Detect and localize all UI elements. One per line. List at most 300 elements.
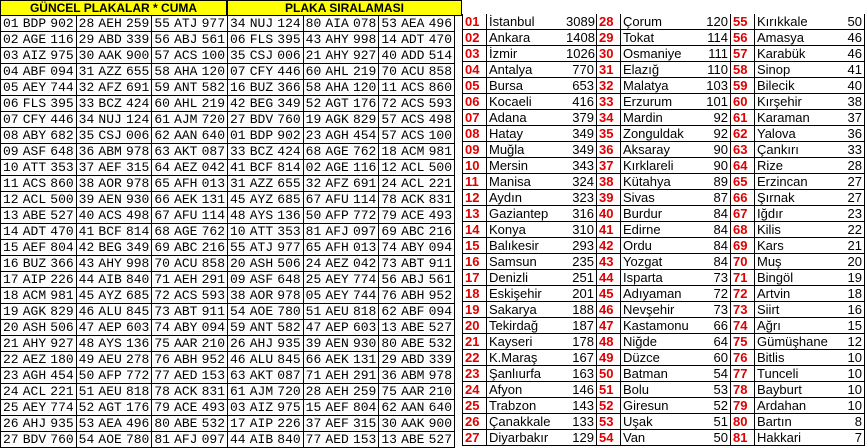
plate-cell <box>1 384 77 399</box>
plate-letters: AFH <box>325 240 349 255</box>
province-name: Tekirdağ <box>489 318 539 333</box>
plate-code: 31 <box>230 176 246 191</box>
plate-letters: ADD <box>401 48 425 63</box>
plate-row <box>228 416 455 432</box>
plate-number: 902 <box>277 128 301 143</box>
plate-letters: ATT <box>249 224 274 239</box>
plate-number: 315 <box>125 160 150 175</box>
province-code: 28 <box>597 14 621 29</box>
plate-code: 54 <box>230 304 246 319</box>
plate-letters: AEU <box>98 352 122 367</box>
plate-code: 63 <box>154 144 170 159</box>
plate-cell <box>1 304 77 319</box>
plate-cell <box>304 96 380 111</box>
plate-row <box>1 368 228 384</box>
province-count: 50 <box>700 430 731 445</box>
plate-code: 11 <box>3 176 19 191</box>
plate-cell <box>379 288 455 303</box>
plate-code: 58 <box>154 64 170 79</box>
plate-number: 042 <box>352 256 377 271</box>
plate-letters: ACL <box>22 192 47 207</box>
province-name: Gaziantep <box>489 206 549 221</box>
plate-letters: ACS <box>174 288 198 303</box>
plate-letters: BUZ <box>249 80 274 95</box>
plate-number: 259 <box>125 16 150 31</box>
province-code: 57 <box>731 46 755 61</box>
plate-cell <box>77 400 153 415</box>
plate-row <box>1 192 228 208</box>
current-plates-header: GÜNCEL PLAKALAR * CUMA <box>0 0 227 16</box>
province-count: 37 <box>834 110 865 125</box>
plate-code: 24 <box>305 256 322 271</box>
plate-letters: ABH <box>174 352 198 367</box>
plate-code: 57 <box>381 128 397 143</box>
province-code: 47 <box>597 318 621 333</box>
plate-cell <box>379 32 455 47</box>
plate-cell <box>1 288 77 303</box>
plate-code: 67 <box>305 192 322 207</box>
plate-letters: FLS <box>249 32 274 47</box>
province-count: 7 <box>834 430 865 445</box>
province-name: Amasya <box>757 30 804 45</box>
province-count: 52 <box>700 398 731 413</box>
plate-code: 31 <box>78 64 95 79</box>
plate-number: 860 <box>50 176 74 191</box>
plate-code: 29 <box>381 352 397 367</box>
province-code: 25 <box>463 398 487 413</box>
province-count: 46 <box>834 46 865 61</box>
province-count: 15 <box>834 318 865 333</box>
plate-cell <box>1 48 77 63</box>
plate-letters: ATJ <box>249 240 274 255</box>
plate-number: 655 <box>277 176 301 191</box>
province-code: 77 <box>731 366 755 381</box>
province-name: Manisa <box>489 174 531 189</box>
province-count: 50 <box>834 14 865 29</box>
plate-letters: AEY <box>325 272 349 287</box>
plate-cell <box>379 176 455 191</box>
plate-code: 01 <box>3 16 19 31</box>
plate-letters: AJM <box>249 384 274 399</box>
plate-code: 17 <box>3 272 19 287</box>
plate-code: 55 <box>154 16 170 31</box>
province-code: 50 <box>597 366 621 381</box>
plate-letters: AAN <box>174 128 198 143</box>
province-code: 15 <box>463 238 487 253</box>
province-code: 73 <box>731 302 755 317</box>
province-count: 64 <box>700 334 731 349</box>
plate-cell <box>304 272 380 287</box>
province-code: 05 <box>463 78 487 93</box>
province-count: 27 <box>834 174 865 189</box>
plate-code: 56 <box>381 272 397 287</box>
plate-code: 47 <box>305 320 322 335</box>
plate-code: 46 <box>78 304 95 319</box>
plate-cell <box>228 352 304 367</box>
plate-row <box>1 224 228 240</box>
plate-letters: AIB <box>249 432 274 447</box>
plate-cell <box>379 256 455 271</box>
plate-row <box>228 48 455 64</box>
plate-cell <box>304 224 380 239</box>
plate-cell <box>77 352 153 367</box>
plate-cell <box>77 176 153 191</box>
plate-number: 829 <box>352 112 377 127</box>
plate-row <box>228 272 455 288</box>
plate-number: 131 <box>201 192 226 207</box>
plate-letters: AEY <box>22 80 47 95</box>
plate-code: 34 <box>230 16 246 31</box>
plate-row <box>1 112 228 128</box>
plate-number: 981 <box>428 144 453 159</box>
plate-cell <box>228 416 304 431</box>
province-count: 16 <box>834 302 865 317</box>
province-name: Hatay <box>489 126 523 141</box>
plate-row <box>1 16 228 32</box>
province-code: 72 <box>731 286 755 301</box>
plate-cell <box>228 224 304 239</box>
plate-number: 514 <box>428 48 453 63</box>
plate-letters: AYS <box>98 336 122 351</box>
plate-number: 744 <box>50 80 74 95</box>
plate-cell <box>228 128 304 143</box>
plate-number: 911 <box>428 256 453 271</box>
plate-code: 02 <box>3 32 19 47</box>
province-name: Kırıkkale <box>757 14 808 29</box>
province-code: 65 <box>731 174 755 189</box>
province-code: 21 <box>463 334 487 349</box>
ranking-row <box>463 62 865 78</box>
plate-row <box>228 256 455 272</box>
plate-code: 62 <box>381 304 397 319</box>
plate-letters: AGK <box>22 304 47 319</box>
plate-number: 831 <box>428 192 453 207</box>
plate-letters: AFH <box>174 176 198 191</box>
plate-cell <box>152 256 228 271</box>
plate-row <box>1 256 228 272</box>
plate-number: 094 <box>428 304 453 319</box>
province-code: 67 <box>731 206 755 221</box>
plate-code: 66 <box>305 352 322 367</box>
plate-letters: ACK <box>174 384 198 399</box>
plate-cell <box>304 160 380 175</box>
plate-letters: ACS <box>174 48 198 63</box>
province-count: 84 <box>700 238 731 253</box>
ranking-row <box>463 30 865 46</box>
plate-cell <box>152 272 228 287</box>
province-count: 84 <box>700 206 731 221</box>
plate-code: 74 <box>154 320 170 335</box>
plate-number: 780 <box>125 432 150 447</box>
province-count: 19 <box>834 270 865 285</box>
plate-code: 26 <box>3 416 19 431</box>
province-code: 34 <box>597 110 621 125</box>
plate-letters: AEH <box>325 368 349 383</box>
plate-code: 46 <box>230 352 246 367</box>
plate-code: 60 <box>154 96 170 111</box>
plate-number: 527 <box>428 320 453 335</box>
plate-code: 73 <box>381 256 397 271</box>
province-name: İstanbul <box>489 14 535 29</box>
province-count: 92 <box>700 126 731 141</box>
plate-number: 691 <box>125 80 150 95</box>
plate-code: 80 <box>381 336 397 351</box>
plate-number: 498 <box>125 208 150 223</box>
plate-number: 498 <box>428 112 453 127</box>
plate-cell <box>1 32 77 47</box>
plate-cell <box>77 272 153 287</box>
plate-number: 493 <box>428 208 453 223</box>
plate-letters: AGT <box>98 400 122 415</box>
province-count: 12 <box>834 334 865 349</box>
plate-cell <box>152 176 228 191</box>
plate-cell <box>228 384 304 399</box>
province-name: Adana <box>489 110 527 125</box>
plate-code: 25 <box>3 400 19 415</box>
plate-code: 78 <box>154 384 170 399</box>
plate-cell <box>379 400 455 415</box>
plate-letters: ANT <box>174 80 198 95</box>
plate-cell <box>228 368 304 383</box>
plate-number: 527 <box>50 208 74 223</box>
plate-letters: AEU <box>325 304 349 319</box>
plate-number: 640 <box>201 128 226 143</box>
plate-letters: AHY <box>325 32 349 47</box>
plate-code: 43 <box>305 32 322 47</box>
province-name: İzmir <box>489 46 518 61</box>
plate-letters: ACS <box>401 128 425 143</box>
plate-code: 06 <box>3 96 19 111</box>
plate-cell <box>152 192 228 207</box>
plate-code: 20 <box>230 256 246 271</box>
plate-code: 33 <box>78 96 95 111</box>
plate-letters: ACE <box>174 400 198 415</box>
plate-code: 78 <box>381 192 397 207</box>
plate-cell <box>77 288 153 303</box>
plate-number: 774 <box>352 272 377 287</box>
province-name: Kars <box>757 238 784 253</box>
plate-letters: AEA <box>98 416 122 431</box>
plate-number: 216 <box>428 224 453 239</box>
plate-number: 804 <box>352 400 377 415</box>
plate-cell <box>152 80 228 95</box>
plate-code: 54 <box>78 432 95 447</box>
plate-code: 57 <box>154 48 170 63</box>
province-count: 323 <box>566 190 597 205</box>
plate-letters: CSJ <box>98 128 122 143</box>
plate-code: 13 <box>381 320 397 335</box>
province-count: 22 <box>834 222 865 237</box>
plate-number: 395 <box>277 32 301 47</box>
plate-letters: AEU <box>98 384 122 399</box>
plate-row <box>1 128 228 144</box>
plate-code: 18 <box>3 288 19 303</box>
plate-number: 339 <box>428 352 453 367</box>
plate-code: 44 <box>78 272 95 287</box>
plate-letters: ACS <box>401 112 425 127</box>
province-code: 40 <box>597 206 621 221</box>
plate-number: 470 <box>50 224 74 239</box>
plate-letters: ABE <box>174 416 198 431</box>
plate-number: 911 <box>201 304 226 319</box>
plate-cell <box>379 416 455 431</box>
plate-row <box>228 288 455 304</box>
plate-code: 29 <box>78 32 95 47</box>
plate-code: 52 <box>305 96 322 111</box>
province-code: 75 <box>731 334 755 349</box>
plate-code: 05 <box>305 288 322 303</box>
province-name: Bingöl <box>757 270 794 285</box>
province-count: 27 <box>834 190 865 205</box>
ranking-row <box>463 350 865 366</box>
plate-code: 73 <box>154 304 170 319</box>
plate-code: 49 <box>78 352 95 367</box>
province-count: 163 <box>566 366 597 381</box>
plate-cell <box>228 272 304 287</box>
plate-code: 13 <box>3 208 19 223</box>
plate-code: 18 <box>381 144 397 159</box>
plate-letters: FLS <box>22 96 47 111</box>
plate-cell <box>1 144 77 159</box>
plate-number: 930 <box>125 192 150 207</box>
plate-cell <box>228 304 304 319</box>
plate-code: 50 <box>78 368 95 383</box>
province-name: Artvin <box>757 286 791 301</box>
province-code: 76 <box>731 350 755 365</box>
plate-cell <box>379 160 455 175</box>
province-name: Düzce <box>623 350 660 365</box>
province-count: 33 <box>834 142 865 157</box>
plate-code: 17 <box>230 416 246 431</box>
plate-letters: ABJ <box>401 272 425 287</box>
plate-cell <box>228 16 304 31</box>
province-code: 14 <box>463 222 487 237</box>
plate-row <box>228 352 455 368</box>
plate-number: 176 <box>352 96 377 111</box>
plate-cell <box>304 192 380 207</box>
plate-code: 12 <box>3 192 19 207</box>
plate-number: 935 <box>277 336 301 351</box>
plate-number: 977 <box>201 16 226 31</box>
plate-number: 720 <box>277 384 301 399</box>
plate-cell <box>379 336 455 351</box>
plate-code: 37 <box>78 160 95 175</box>
province-code: 71 <box>731 270 755 285</box>
plate-code: 62 <box>381 400 397 415</box>
plate-number: 493 <box>201 400 226 415</box>
plate-code: 32 <box>78 80 95 95</box>
province-name: Muş <box>757 254 782 269</box>
province-name: Şanlıurfa <box>489 366 542 381</box>
plate-row <box>1 96 228 112</box>
plate-cell <box>379 48 455 63</box>
plate-letters: AFZ <box>325 176 349 191</box>
plate-code: 40 <box>78 208 95 223</box>
plate-row <box>228 224 455 240</box>
ranking-row <box>463 430 865 446</box>
plate-letters: ACU <box>174 256 198 271</box>
plate-cell <box>379 128 455 143</box>
plate-cell <box>152 224 228 239</box>
plate-code: 16 <box>230 80 246 95</box>
plate-letters: AGE <box>325 160 349 175</box>
plate-cell <box>77 384 153 399</box>
plate-letters: AFZ <box>98 80 122 95</box>
plate-number: 506 <box>277 256 301 271</box>
plate-letters: CFY <box>249 64 274 79</box>
plate-letters: ABC <box>174 240 198 255</box>
plate-cell <box>1 416 77 431</box>
province-name: Isparta <box>623 270 663 285</box>
plate-code: 79 <box>381 208 397 223</box>
province-name: Bursa <box>489 78 523 93</box>
plate-letters: AFP <box>325 208 349 223</box>
ranking-row <box>463 398 865 414</box>
ranking-row <box>463 14 865 30</box>
plate-row <box>1 176 228 192</box>
plate-number: 291 <box>352 368 377 383</box>
plate-letters: AEH <box>98 16 122 31</box>
province-count: 10 <box>834 382 865 397</box>
plate-code: 24 <box>381 176 397 191</box>
plate-letters: AEP <box>325 320 349 335</box>
plate-code: 14 <box>3 224 19 239</box>
plate-number: 446 <box>50 112 74 127</box>
plate-number: 136 <box>277 208 301 223</box>
plate-cell <box>228 256 304 271</box>
plate-number: 593 <box>428 96 453 111</box>
plate-code: 30 <box>78 48 95 63</box>
province-name: Kocaeli <box>489 94 532 109</box>
plate-code: 70 <box>381 64 397 79</box>
plate-row <box>228 320 455 336</box>
plate-cell <box>1 16 77 31</box>
plate-row <box>1 32 228 48</box>
province-name: Zonguldak <box>623 126 684 141</box>
province-name: Aydın <box>489 190 523 205</box>
ranking-row <box>463 414 865 430</box>
plate-cell <box>228 208 304 223</box>
plate-letters: ASF <box>22 144 47 159</box>
plate-number: 353 <box>277 224 301 239</box>
plate-letters: ABJ <box>174 32 198 47</box>
plate-letters: AJM <box>174 112 198 127</box>
plate-letters: AFP <box>98 368 122 383</box>
plate-code: 69 <box>154 240 170 255</box>
plate-row <box>228 240 455 256</box>
plate-number: 685 <box>277 192 301 207</box>
province-code: 80 <box>731 414 755 429</box>
plate-cell <box>152 96 228 111</box>
plate-letters: ABE <box>22 208 47 223</box>
plate-number: 930 <box>352 336 377 351</box>
plate-number: 219 <box>352 64 377 79</box>
ranking-row <box>463 174 865 190</box>
province-name: Elazığ <box>623 62 660 77</box>
plate-number: 975 <box>277 400 301 415</box>
province-count: 343 <box>566 158 597 173</box>
province-name: Muğla <box>489 142 525 157</box>
province-count: 73 <box>700 270 731 285</box>
province-name: Kırşehir <box>757 94 802 109</box>
province-count: 46 <box>834 30 865 45</box>
plate-number: 762 <box>201 224 226 239</box>
plate-cell <box>379 320 455 335</box>
plate-letters: CFY <box>22 112 47 127</box>
province-count: 201 <box>566 286 597 301</box>
province-code: 49 <box>597 350 621 365</box>
plate-number: 339 <box>125 32 150 47</box>
